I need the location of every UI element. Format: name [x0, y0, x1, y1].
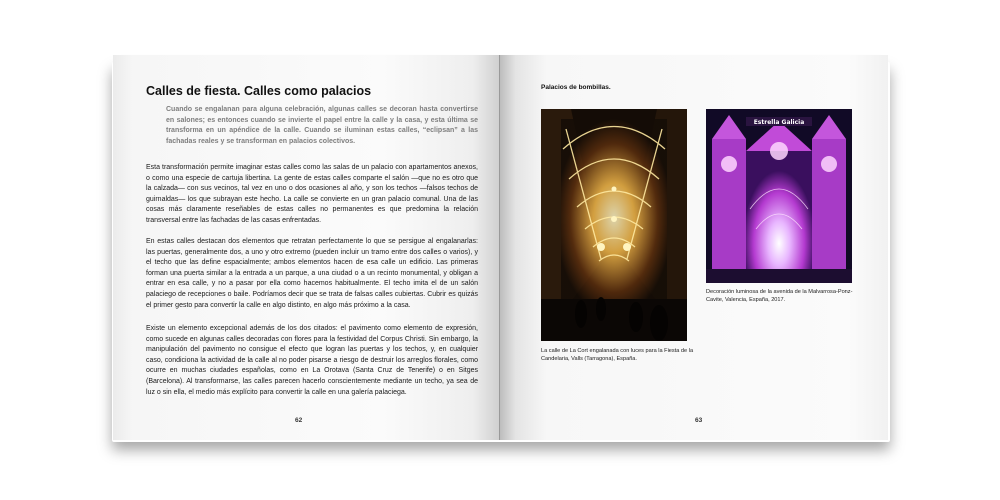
light-facade-illustration — [706, 109, 852, 283]
intro-paragraph: Cuando se engalanan para alguna celebración, algunas calles se decoran hasta convertirse en salones; es entonces cuando se invierte el papel entre la calle y la casa, y esta última se transforma en un apéndice de la calle. Cuando se iluminan estas calles, “eclipsan” a las fachadas reales y se transforman en palacios colectivos. — [166, 106, 478, 145]
page-number-right: 63 — [695, 417, 703, 424]
left-page — [113, 55, 500, 440]
photo2-caption: Decoración luminosa de la avenida de la Malvarrosa-Ponz-Cavite, Valencia, España, 2017. — [706, 289, 853, 304]
photo-la-cort-street-lights — [541, 109, 687, 341]
photo-malvarrosa-light-facade — [706, 109, 852, 283]
right-page — [500, 55, 888, 440]
street-lights-illustration — [541, 109, 687, 341]
chapter-title: Calles de fiesta. Calles como palacios — [146, 84, 372, 98]
body-paragraph-1: Esta transformación permite imaginar estas calles como las salas de un palacio con apartamentos anexos, o como una especie de cartuja libertina. La gente de estas calles comparte el salón —que no es otro que la calzada— con sus vecinos, tal vez en uno o dos ocasiones al año, y son los techos —falsos techos de guirnaldas— los que subrayan este hecho. La calle se convierte en un gran palacio comunal. Una de las cosas más claramente reseñables de estas calles no permanentes es que predomina la relación transversal entre las fachadas de las casas enfrentadas. — [146, 164, 478, 224]
facade-sign: Estrella Galicia — [753, 119, 805, 126]
photo-section-heading: Palacios de bombillas. — [541, 84, 611, 91]
photo1-caption: La calle de La Cort engalanada con luces para la Fiesta de la Candelaria, Valls (Tarragona), España. — [541, 348, 694, 363]
body-paragraph-2: En estas calles destacan dos elementos que retratan perfectamente lo que se persigue al engalanarlas: las puertas, generalmente dos, a uno y otro extremo (pueden incluir un tramo entre dos calles o varios), y el techo que las define espacialmente; ambos elementos hacen de esa calle un edificio. Las primeras forman una puerta similar a la entrada a un parque, a una ciudad o a un recinto monumental, y obligan a entrar en esa calle, y no a pasar por ella como hacemos habitualmente. El techo imita el de un salón palaciego de recepciones o baile. Podríamos decir que se trata de falsas calles cubiertas. Cubrir es quizás el primer gesto para convertir la calle en algo distinto, en algo más próximo a la casa. — [146, 238, 478, 309]
body-paragraph-3: Existe un elemento excepcional además de los dos citados: el pavimento como elemento de expresión, como sucede en algunas calles decoradas con flores para la festividad del Corpus Christi. Sin embargo, la manipulación del pavimento no consigue el efecto que logran las puertas y los techos, y, en cualquier caso, condiciona la actividad de la calle al no poder pisarse a riesgo de destruir los arreglos florales, como ocurre en muchas ciudades españolas, como en La Orotava (Santa Cruz de Tenerife) o en Sitges (Barcelona). Al transformarse, las calles parecen hacerlo conscientemente mediante un techo, ya sea de luz o sin ella, el medio más explícito para convertir la calle en una galería palaciega. — [146, 325, 478, 396]
page-number-left: 62 — [295, 417, 303, 424]
